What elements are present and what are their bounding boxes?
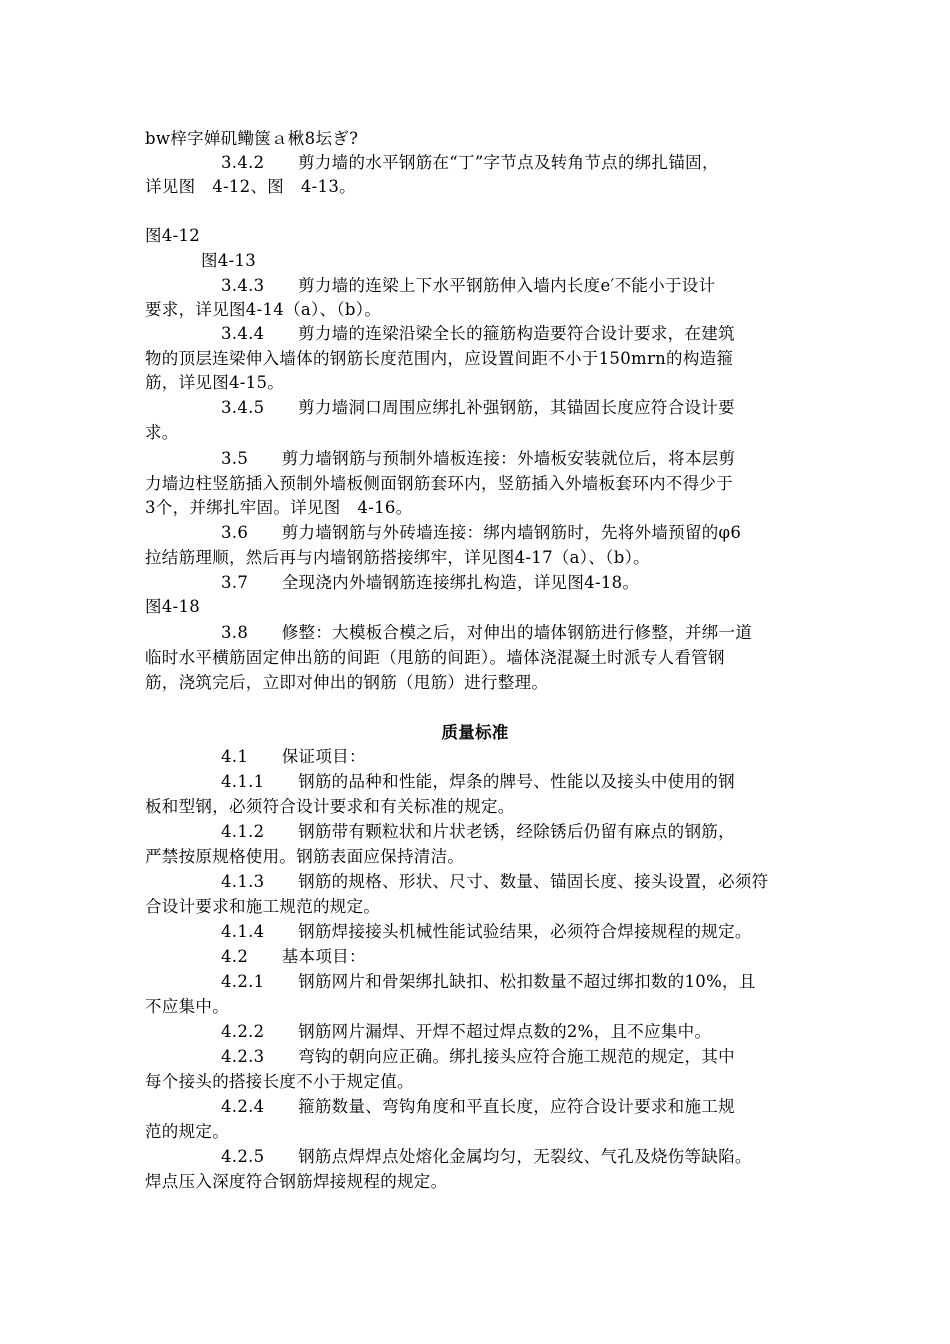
clause-4-2-1: 4.2.1 钢筋网片和骨架绑扎缺扣、松扣数量不超过绑扣数的10%，且 [221,972,756,991]
text-line: 力墙边柱竖筋插入预制外墙板侧面钢筋套环内，竖筋插入外墙板套环内不得少于 [145,474,733,493]
text-line: 筋，浇筑完后，立即对伸出的钢筋（甩筋）进行整理。 [145,673,549,692]
clause-4-1: 4.1 保证项目： [221,747,366,766]
text-line: 焊点压入深度符合钢筋焊接规程的规定。 [145,1172,448,1191]
clause-3-8: 3.8 修整：大模板合模之后，对伸出的墙体钢筋进行修整，并绑一道 [221,623,753,642]
text-line: 求。 [145,423,179,442]
clause-4-1-4: 4.1.4 钢筋焊接接头机械性能试验结果，必须符合焊接规程的规定。 [221,922,752,941]
text-line: 要求，详见图4-14（a）、（b）。 [145,300,382,319]
text-line: 严禁按原规格使用。钢筋表面应保持清洁。 [145,847,465,866]
text-line: 3个，并绑扎牢固。详见图 4-16。 [145,498,413,517]
text-line: 合设计要求和施工规范的规定。 [145,897,381,916]
clause-4-2: 4.2 基本项目： [221,947,366,966]
text-line: 每个接头的搭接长度不小于规定值。 [145,1072,414,1091]
section-heading: 质量标准 [441,723,509,742]
text-line: 不应集中。 [145,997,229,1016]
clause-4-1-2: 4.1.2 钢筋带有颗粒状和片状老锈，经除锈后仍留有麻点的钢筋， [221,822,735,841]
text-line: 拉结筋理顺，然后再与内墙钢筋搭接绑牢，详见图4-17（a）、（b）。 [145,548,650,567]
text-line: 范的规定。 [145,1122,229,1141]
clause-4-2-3: 4.2.3 弯钩的朝向应正确。绑扎接头应符合施工规范的规定，其中 [221,1047,735,1066]
figure-caption-4-18: 图4-18 [145,597,201,616]
text-line: 筋，详见图4-15。 [145,373,285,392]
text-line: 详见图 4-12、图 4-13。 [145,177,356,196]
clause-3-4-2: 3.4.2 剪力墙的水平钢筋在“丁”字节点及转角节点的绑扎锚固， [221,153,719,172]
text-line: 板和型钢，必须符合设计要求和有关标准的规定。 [145,797,515,816]
figure-caption-4-12: 图4-12 [145,226,201,245]
clause-3-4-4: 3.4.4 剪力墙的连梁沿梁全长的箍筋构造要符合设计要求，在建筑 [221,324,735,343]
text-line: 物的顶层连梁伸入墙体的钢筋长度范围内，应设置间距不小于150mrn的构造箍 [145,349,734,368]
garbled-text-line: bw梓字婵矶鳓箧ａ楸8坛ぎ? [145,129,359,148]
clause-4-2-2: 4.2.2 钢筋网片漏焊、开焊不超过焊点数的2%，且不应集中。 [221,1022,712,1041]
clause-3-6: 3.6 剪力墙钢筋与外砖墙连接：绑内墙钢筋时，先将外墙预留的φ6 [221,523,742,542]
text-line: 临时水平横筋固定伸出筋的间距（甩筋的间距）。墙体浇混凝土时派专人看管钢 [145,648,725,667]
clause-4-2-4: 4.2.4 箍筋数量、弯钩角度和平直长度，应符合设计要求和施工规 [221,1097,735,1116]
clause-3-4-3: 3.4.3 剪力墙的连梁上下水平钢筋伸入墙内长度e′不能小于设计 [221,276,716,295]
clause-3-7: 3.7 全现浇内外墙钢筋连接绑扎构造，详见图4-18。 [221,573,640,592]
clause-4-2-5: 4.2.5 钢筋点焊焊点处熔化金属均匀，无裂纹、气孔及烧伤等缺陷。 [221,1147,752,1166]
clause-3-5: 3.5 剪力墙钢筋与预制外墙板连接：外墙板安装就位后，将本层剪 [221,449,736,468]
clause-4-1-3: 4.1.3 钢筋的规格、形状、尺寸、数量、锚固长度、接头设置，必须符 [221,872,769,891]
clause-4-1-1: 4.1.1 钢筋的品种和性能，焊条的牌号、性能以及接头中使用的钢 [221,772,735,791]
clause-3-4-5: 3.4.5 剪力墙洞口周围应绑扎补强钢筋，其锚固长度应符合设计要 [221,398,735,417]
figure-caption-4-13: 图4-13 [201,251,257,270]
